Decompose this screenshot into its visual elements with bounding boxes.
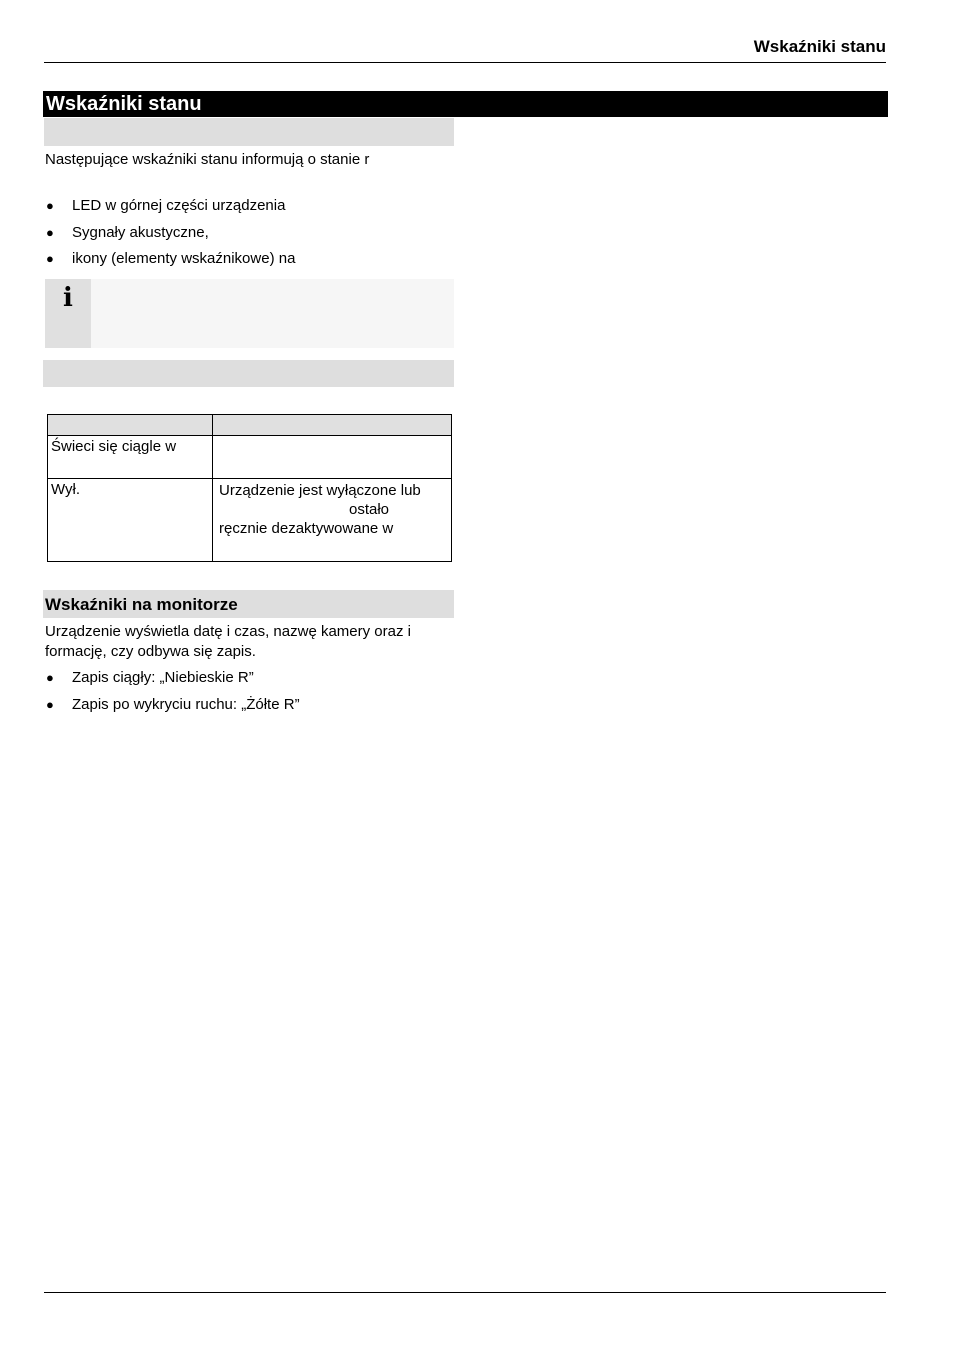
info-icon: i [63, 283, 73, 313]
table-row [48, 436, 452, 479]
table-header-row [48, 415, 452, 436]
list-item-text: Sygnały akustyczne, [72, 223, 209, 241]
table-cell-meaning [213, 479, 452, 562]
cell-line: ręcznie dezaktywowane w [219, 520, 394, 537]
list-item-text: LED w górnej części urządzenia [72, 197, 286, 214]
paragraph-line: Urządzenie wyświetla datę i czas, nazwę kamery oraz i [45, 623, 411, 640]
list-item [45, 668, 300, 695]
list-item-text: Zapis ciągły: „Niebieskie R” [72, 669, 254, 686]
cell-text [213, 479, 451, 538]
table-header-cell [213, 415, 452, 436]
led-status-table [47, 414, 452, 562]
info-icon-cell [45, 279, 91, 348]
section-title: Wskaźniki stanu [43, 91, 888, 117]
list-item-text: Zapis po wykryciu ruchu: „Żółte R” [72, 695, 300, 713]
table-row [48, 479, 452, 562]
subheading-band [44, 118, 454, 146]
cell-line: ostało [349, 501, 390, 518]
list-item [45, 196, 295, 223]
list-item [45, 695, 300, 722]
running-header: Wskaźniki stanu [44, 34, 886, 63]
cell-text: Świeci się ciągle w [51, 438, 177, 455]
subsection-heading: Wskaźniki na monitorze [43, 590, 454, 618]
table-cell-state [48, 436, 213, 479]
bullet-icon: ● [46, 696, 54, 712]
footer-rule [44, 1292, 886, 1293]
bullet-icon: ● [46, 670, 54, 685]
subheading-band [43, 360, 454, 387]
cell-line: Urządzenie jest wyłączone lub [219, 482, 421, 499]
indicator-list [45, 196, 295, 276]
cell-text: Wył. [51, 481, 81, 498]
info-note [45, 279, 454, 348]
paragraph-line: formację, czy odbywa się zapis. [45, 643, 256, 660]
intro-paragraph: Następujące wskaźniki stanu informują o stanie r [45, 151, 370, 168]
table-cell-meaning [213, 436, 452, 479]
table-cell-state [48, 479, 213, 562]
bullet-icon: ● [46, 224, 54, 240]
bullet-icon: ● [46, 251, 54, 266]
monitor-paragraph [45, 622, 411, 662]
bullet-icon: ● [46, 198, 54, 213]
list-item-text: ikony (elementy wskaźnikowe) na [72, 250, 296, 267]
list-item [45, 249, 295, 276]
table-header-cell [48, 415, 213, 436]
list-item [45, 223, 295, 250]
monitor-indicator-list [45, 668, 300, 721]
